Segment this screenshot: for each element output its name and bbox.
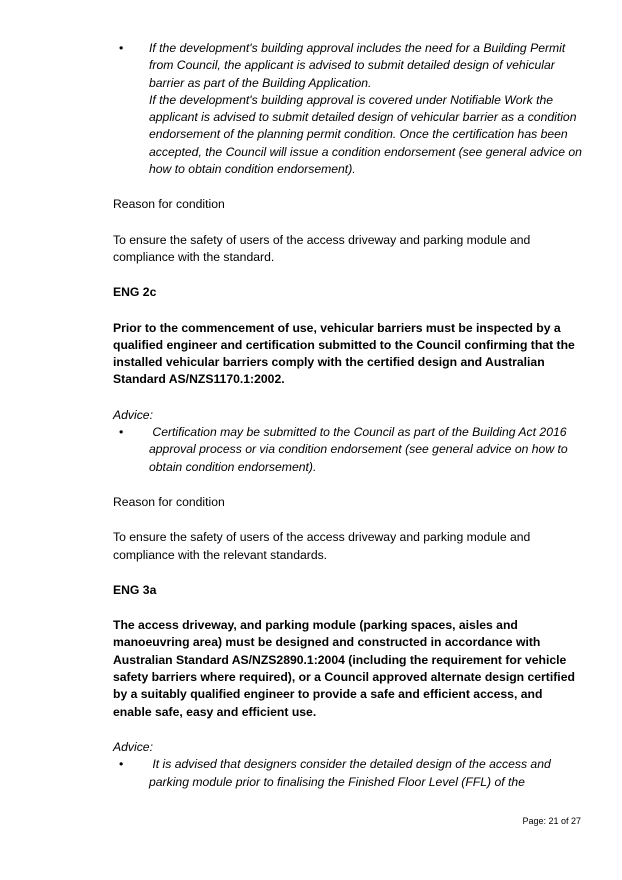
page-content <box>113 40 583 791</box>
reason-text-1: To ensure the safety of users of the access driveway and parking module and compliance with the standard. <box>113 232 531 264</box>
eng-3a-advice-label: Advice: <box>113 739 153 754</box>
bullet-icon: • <box>119 425 124 440</box>
building-permit-advice: If the development's building approval includes the need for a Building Permit from Council, the applicant is advised to submit detailed design of vehicular barrier as part of the Building Application. <box>149 41 566 90</box>
eng-2c-title: ENG 2c <box>113 285 157 300</box>
eng-3a-title: ENG 3a <box>113 582 157 597</box>
reason-text-2: To ensure the safety of users of the access driveway and parking module and compliance with the relevant standards. <box>113 530 531 562</box>
eng-3a-condition: The access driveway, and parking module (parking spaces, aisles and manoeuvring area) must be designed and constructed in accordance with Australian Standard AS/NZS2890.1:2004 (including the requirement for vehicle safety barriers where required), or a Council approved alternate design certified by a suitably qualified engineer to provide a safe and efficient access, and enable safe, easy and efficient use. <box>113 618 575 719</box>
bullet-icon: • <box>119 757 124 772</box>
reason-heading-1: Reason for condition <box>113 197 225 212</box>
reason-heading-2: Reason for condition <box>113 494 225 509</box>
eng-2c-condition: Prior to the commencement of use, vehicular barriers must be inspected by a qualified engineer and certification submitted to the Council confirming that the installed vehicular barriers comply with the certified design and Australian Standard AS/NZS1170.1:2002. <box>113 320 575 387</box>
bullet-icon: • <box>119 41 124 55</box>
eng-2c-advice-label: Advice: <box>113 407 153 422</box>
barrier-design-advice-item <box>113 40 583 178</box>
page-number: Page: 21 of 27 <box>522 816 581 826</box>
eng-3a-advice-item <box>113 756 583 791</box>
eng-3a-advice-text: It is advised that designers consider the detailed design of the access and parking module prior to finalising the Finished Floor Level (FFL) of the <box>149 757 555 789</box>
eng-2c-advice-text: Certification may be submitted to the Council as part of the Building Act 2016 approval process or via condition endorsement (see general advice on how to obtain condition endorsement). <box>149 425 572 474</box>
notifiable-work-advice: If the development's building approval is covered under Notifiable Work the applicant is advised to submit detailed design of vehicular barrier as a condition endorsement of the planning permit condition. Once the certification has been accepted, the Council will issue a condition endorsement (see general advice on how to obtain condition endorsement). <box>149 92 582 177</box>
eng-2c-advice-item <box>113 424 583 476</box>
